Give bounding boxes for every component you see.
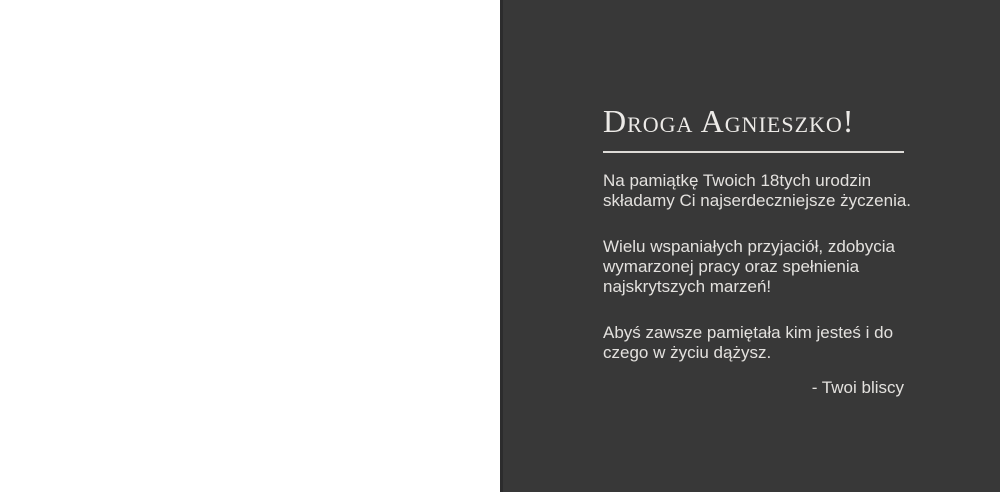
title-divider [603,151,904,153]
text-line: wymarzonej pracy oraz spełnienia [603,257,860,276]
card-right-page [500,0,1000,492]
signature: - Twoi bliscy [811,378,904,397]
text-line: Na pamiątkę Twoich 18tych urodzin [603,171,872,190]
card-content-column [603,0,912,398]
wishes-text [603,171,912,363]
paragraph-remember [603,323,904,363]
text-line: Abyś zawsze pamiętała kim jesteś i do [603,323,894,342]
greeting-title: Droga Agnieszko! [603,103,855,139]
paragraph-wishes [603,237,904,297]
text-line: Wielu wspaniałych przyjaciół, zdobycia [603,237,895,256]
paragraph-occasion [603,171,912,211]
text-line: składamy Ci najserdeczniejsze życzenia. [603,191,912,210]
text-line: czego w życiu dążysz. [603,343,772,362]
text-line: najskrytszych marzeń! [603,277,772,296]
